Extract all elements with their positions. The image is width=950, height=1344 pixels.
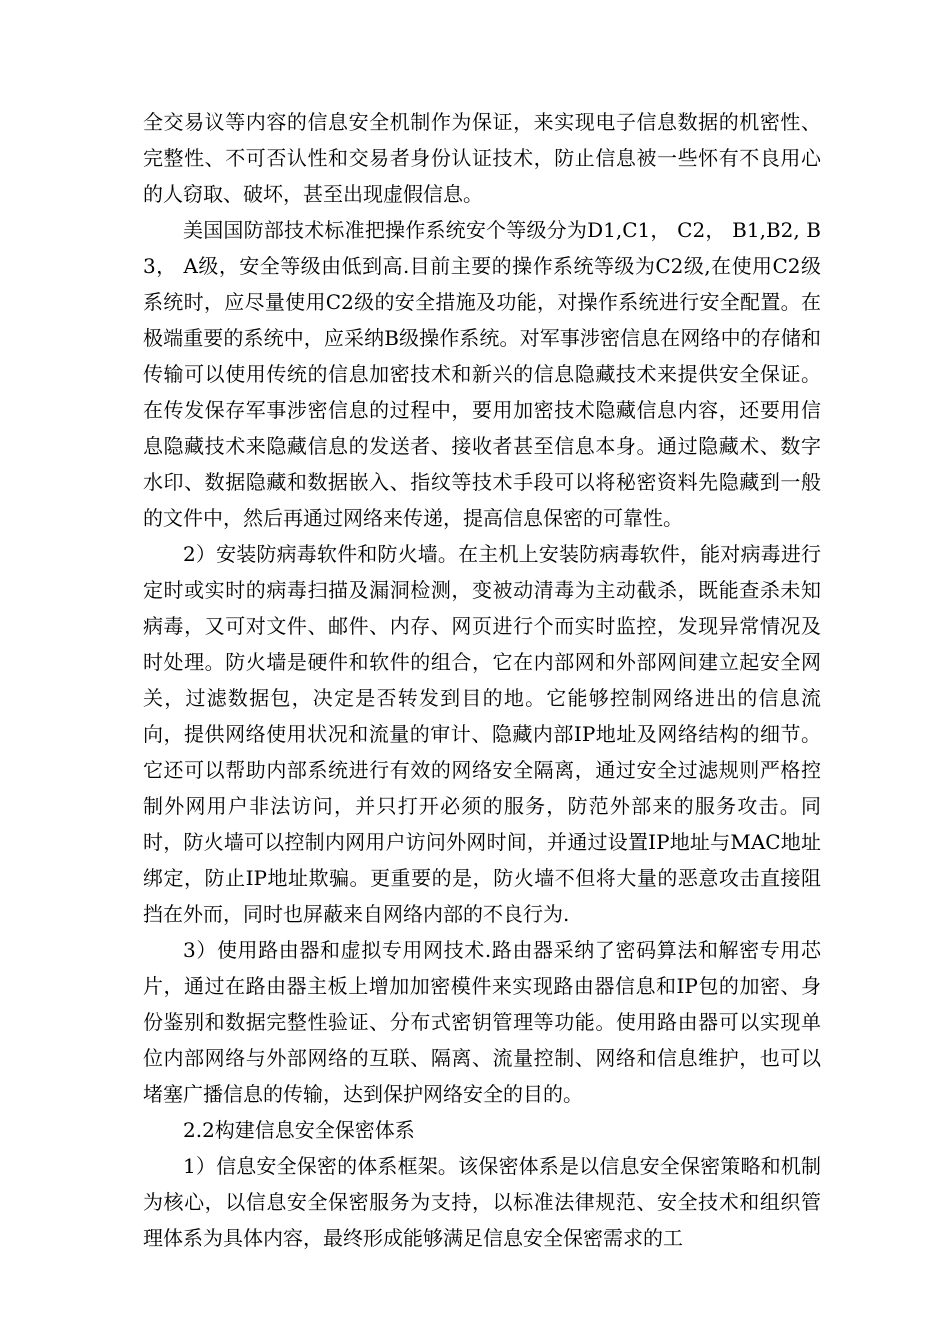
paragraph-os-security-levels: 美国国防部技术标准把操作系统安个等级分为D1,C1， C2， B1,B2, B3， A级，安全等级由低到高.目前主要的操作系统等级为C2级,在使用C2级系统时，应尽量使用C2级的安全措施及功能，对操作系统进行安全配置。在极端重要的系统中，应采纳B级操作系统。对军事涉密信息在网络中的存储和传输可以使用传统的信息加密技术和新兴的信息隐藏技术来提供安全保证。在传发保存军事涉密信息的过程中，要用加密技术隐藏信息内容，还要用信息隐藏技术来隐藏信息的发送者、接收者甚至信息本身。通过隐藏术、数字水印、数据隐藏和数据嵌入、指纹等技术手段可以将秘密资料先隐藏到一般的文件中，然后再通过网络来传递，提高信息保密的可靠性。 bbox=[143, 218, 821, 530]
paragraph-framework: 1）信息安全保密的体系框架。该保密体系是以信息安全保密策略和机制为核心，以信息安全保密服务为支持，以标准法律规范、安全技术和组织管理体系为具体内容，最终形成能够满足信息安全保密需求的工 bbox=[143, 1154, 821, 1250]
section-heading: 2.2构建信息安全保密体系 bbox=[183, 1118, 415, 1142]
document-page bbox=[143, 104, 821, 1256]
paragraph-continuation: 全交易议等内容的信息安全机制作为保证，来实现电子信息数据的机密性、完整性、不可否认性和交易者身份认证技术，防止信息被一些怀有不良用心的人窃取、破坏，甚至出现虚假信息。 bbox=[143, 110, 821, 206]
paragraph-router-vpn: 3）使用路由器和虚拟专用网技术.路由器采纳了密码算法和解密专用芯片，通过在路由器主板上增加加密模件来实现路由器信息和IP包的加密、身份鉴别和数据完整性验证、分布式密钥管理等功能。使用路由器可以实现单位内部网络与外部网络的互联、隔离、流量控制、网络和信息维护，也可以堵塞广播信息的传输，达到保护网络安全的目的。 bbox=[143, 938, 821, 1106]
paragraph-antivirus-firewall: 2）安装防病毒软件和防火墙。在主机上安装防病毒软件，能对病毒进行定时或实时的病毒扫描及漏洞检测，变被动清毒为主动截杀，既能查杀未知病毒，又可对文件、邮件、内存、网页进行个而实时监控，发现异常情况及时处理。防火墙是硬件和软件的组合，它在内部网和外部网间建立起安全网关，过滤数据包，决定是否转发到目的地。它能够控制网络进出的信息流向，提供网络使用状况和流量的审计、隐藏内部IP地址及网络结构的细节。它还可以帮助内部系统进行有效的网络安全隔离，通过安全过滤规则严格控制外网用户非法访问，并只打开必须的服务，防范外部来的服务攻击。同时，防火墙可以控制内网用户访问外网时间，并通过设置IP地址与MAC地址绑定，防止IP地址欺骗。更重要的是，防火墙不但将大量的恶意攻击直接阻挡在外而，同时也屏蔽来自网络内部的不良行为. bbox=[143, 542, 821, 926]
